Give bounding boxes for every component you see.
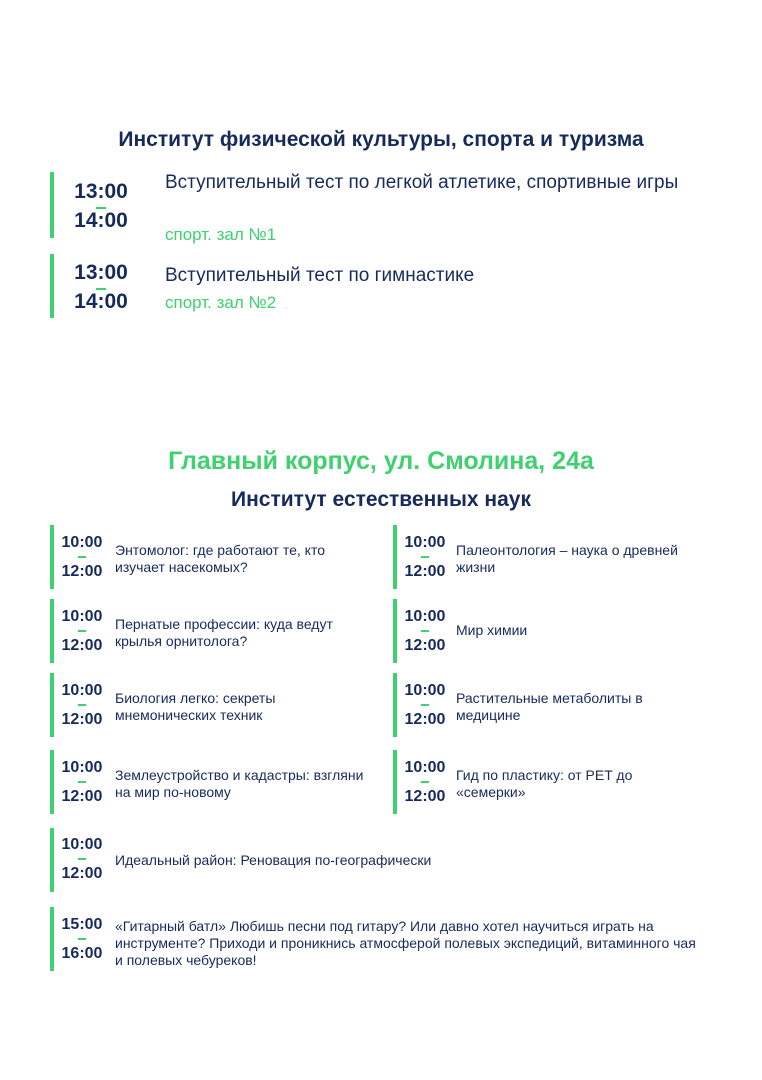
start-time: 10:00 [61, 682, 103, 699]
start-time: 13:00 [74, 261, 128, 284]
end-time: 12:00 [61, 865, 103, 882]
event-title: Пернатые профессии: куда ведут крылья орнитолога? [115, 616, 333, 649]
event-title: Землеустройство и кадастры: взгляни на мир по-новому [115, 767, 364, 800]
event-title: Мир химии [456, 622, 528, 638]
start-time: 10:00 [404, 534, 446, 551]
start-time: 10:00 [61, 534, 103, 551]
event-title: Энтомолог: где работают те, кто изучает насекомых? [115, 542, 326, 575]
event-title: Биология легко: секреты мнемонических техник [115, 690, 276, 723]
start-time: 15:00 [61, 916, 103, 933]
event-title: Вступительный тест по легкой атлетике, спортивные игры [165, 172, 679, 193]
event-title: Гид по пластику: от PET до «семерки» [456, 767, 633, 800]
end-time: 14:00 [74, 290, 128, 313]
start-time: 10:00 [404, 682, 446, 699]
start-time: 10:00 [404, 759, 446, 776]
start-time: 10:00 [61, 759, 103, 776]
end-time: 12:00 [404, 711, 446, 728]
event-title: Идеальный район: Реновация по-географически [115, 852, 432, 868]
end-time: 12:00 [61, 788, 103, 805]
event-place: спорт. зал №1 [165, 225, 277, 244]
end-time: 12:00 [404, 788, 446, 805]
institute-heading-sport: Институт физической культуры, спорта и туризма [118, 128, 644, 151]
start-time: 10:00 [61, 608, 103, 625]
start-time: 10:00 [404, 608, 446, 625]
start-time: 10:00 [61, 836, 103, 853]
end-time: 16:00 [61, 945, 103, 962]
end-time: 14:00 [74, 209, 128, 232]
event-title: Растительные метаболиты в медицине [456, 690, 643, 723]
building-heading: Главный корпус, ул. Смолина, 24а [168, 447, 594, 475]
end-time: 12:00 [404, 637, 446, 654]
event-place: спорт. зал №2 [165, 293, 277, 312]
institute-heading-natural: Институт естественных наук [231, 488, 531, 511]
end-time: 12:00 [61, 711, 103, 728]
event-title: Палеонтология – наука о древней жизни [456, 542, 678, 575]
start-time: 13:00 [74, 180, 128, 203]
event-title: «Гитарный батл» Любишь песни под гитару? Или давно хотел научиться играть на инструменте? Приходи и проникнись атмосферой полевых экспедиций, витаминного чая и полевых чебуреков! [115, 918, 696, 968]
end-time: 12:00 [61, 563, 103, 580]
end-time: 12:00 [404, 563, 446, 580]
end-time: 12:00 [61, 637, 103, 654]
event-title: Вступительный тест по гимнастике [165, 265, 475, 286]
